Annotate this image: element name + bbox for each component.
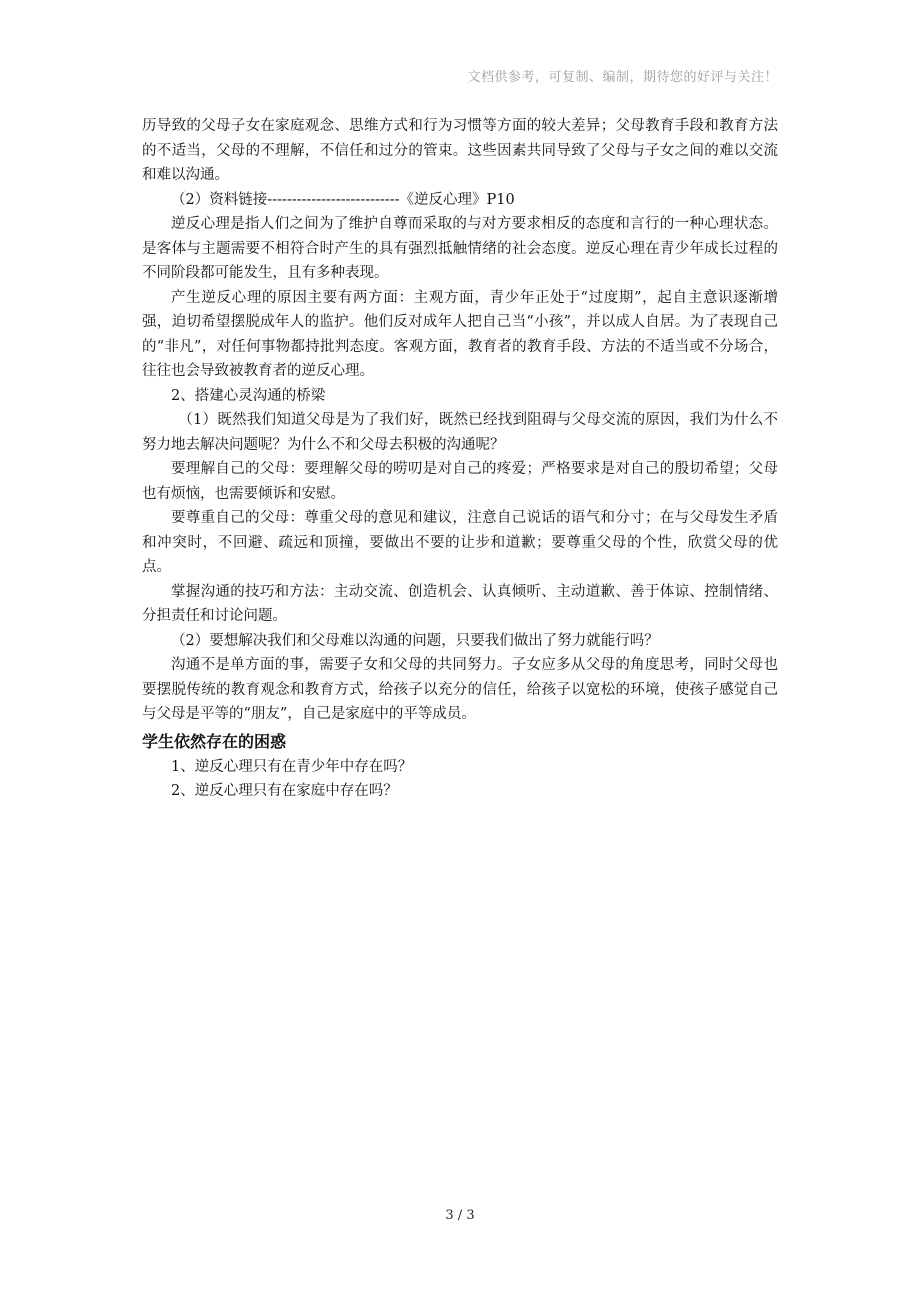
paragraph-question-2: （2）要想解决我们和父母难以沟通的问题，只要我们做出了努力就能行吗？ [171, 632, 659, 649]
paragraph-causes: 产生逆反心理的原因主要有两方面：主观方面，青少年正处于“过度期”，起自主意识逐渐增强，迫切希望摆脱成年人的监护。他们反对成年人把自己当“小孩”，并以成人自居。为了表现自己的“非凡”，对任何事物都持批判态度。客观方面，教育者的教育手段、方法的不适当或不分场合，往往也会导致被教育者的逆反心理。 [142, 289, 778, 379]
paragraph-resource-link: （2）资料链接---------------------------《逆反心理》P10 [171, 191, 515, 208]
paragraph-communication-skills: 掌握沟通的技巧和方法：主动交流、创造机会、认真倾听、主动道歉、善于体谅、控制情绪、分担责任和讨论问题。 [142, 583, 778, 624]
paragraph-continuation: 历导致的父母子女在家庭观念、思维方式和行为习惯等方面的较大差异；父母教育手段和教育方法的不适当，父母的不理解，不信任和过分的管束。这些因素共同导致了父母与子女之间的难以交流和难以沟通。 [142, 118, 778, 183]
paragraph-understand-parents: 要理解自己的父母：要理解父母的唠叨是对自己的疼爱；严格要求是对自己的殷切希望；父母也有烦恼，也需要倾诉和安慰。 [142, 461, 778, 502]
section-heading: 学生依然存在的困惑 [142, 731, 287, 751]
question-item: 1、逆反心理只有在青少年中存在吗？ [171, 758, 413, 775]
paragraph-definition: 逆反心理是指人们之间为了维护自尊而采取的与对方要求相反的态度和言行的一种心理状态。是客体与主题需要不相符合时产生的具有强烈抵触情绪的社会态度。逆反心理在青少年成长过程的不同阶段都可能发生，且有多种表现。 [142, 216, 778, 281]
document-body [142, 114, 778, 804]
paragraph-respect-parents: 要尊重自己的父母：尊重父母的意见和建议，注意自己说话的语气和分寸；在与父母发生矛盾和冲突时，不回避、疏远和顶撞，要做出不要的让步和道歉；要尊重父母的个性，欣赏父母的优点。 [142, 510, 778, 575]
paragraph-question-1: （1）既然我们知道父母是为了我们好，既然已经找到阻碍与父母交流的原因，我们为什么不努力地去解决问题呢？为什么不和父母去积极的沟通呢？ [142, 412, 778, 453]
page-number: 3 / 3 [445, 1208, 475, 1223]
header-note: 文档供参考，可复制、编制，期待您的好评与关注！ [467, 70, 778, 85]
paragraph-mutual-effort: 沟通不是单方面的事，需要子女和父母的共同努力。子女应多从父母的角度思考，同时父母也要摆脱传统的教育观念和教育方式，给孩子以充分的信任，给孩子以宽松的环境，使孩子感觉自己与父母是平等的“朋友”，自己是家庭中的平等成员。 [142, 657, 778, 722]
question-item: 2、逆反心理只有在家庭中存在吗？ [171, 783, 398, 799]
subsection-title: 2、搭建心灵沟通的桥梁 [171, 387, 326, 404]
